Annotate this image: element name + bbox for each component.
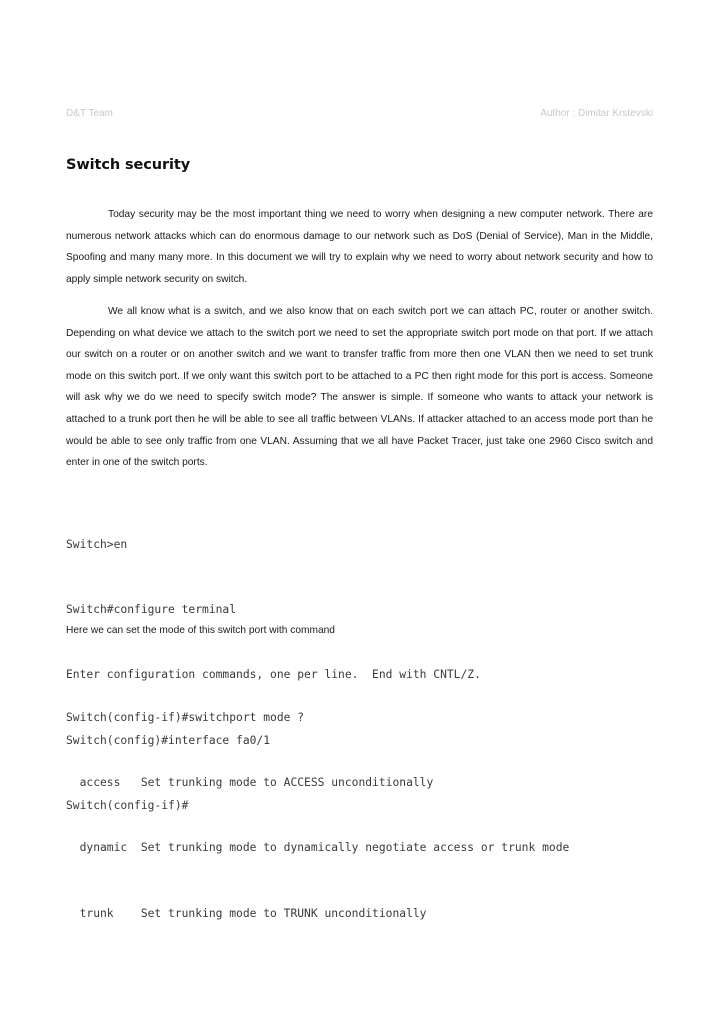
document-title: Switch security <box>66 157 191 173</box>
paragraph-switch-modes: We all know what is a switch, and we also know that on each switch port we can attach PC, router or another switch. Depending on what device we attach to the switch port we need to set the appropriate switch port mode on that port. If we attach our switch on a router or on another switch and we want to transfer traffic from more then one VLAN then we need to set trunk mode on this switch port. If we only want this switch port to be attached to a PC then right mode for this port is access. Someone will ask why we do we need to specify switch mode? The answer is simple. If someone who wants to attack your network is attached to a trunk port then he will be able to see all traffic between VLANs. If attacker attached to an access mode port than he would be able to see only traffic from one VLAN. Assuming that we all have Packet Tracer, just take one 2960 Cisco switch and enter in one of the switch ports. <box>66 306 653 469</box>
paragraph-intro: Today security may be the most important thing we need to worry when designing a new computer network. There are numerous network attacks which can do enormous damage to our network such as DoS (Denial of Service), Man in the Middle, Spoofing and many many more. In this document we will try to explain why we need to worry about network security and how to apply simple network security on switch. <box>66 209 653 285</box>
code-line: Switch#configure terminal <box>66 602 237 616</box>
header-team: D&T Team <box>66 108 113 119</box>
paragraph-note: Here we can set the mode of this switch port with command <box>66 625 335 636</box>
code-line: Switch>en <box>66 537 128 551</box>
code-block-switchport-mode <box>66 663 569 968</box>
code-line: Switch(config-if)#switchport mode ? <box>66 710 305 724</box>
code-line: access Set trunking mode to ACCESS unconditionally <box>66 775 434 789</box>
code-line: dynamic Set trunking mode to dynamically negotiate access or trunk mode <box>66 841 570 855</box>
code-line: Switch(config-if)# <box>66 799 189 813</box>
code-line: trunk Set trunking mode to TRUNK unconditionally <box>66 906 427 920</box>
code-line: Enter configuration commands, one per line. End with CNTL/Z. <box>66 668 481 682</box>
header-author: Author : Dimitar Krstevski <box>540 108 653 119</box>
page-header <box>66 108 653 124</box>
code-line: Switch(config)#interface fa0/1 <box>66 733 271 747</box>
